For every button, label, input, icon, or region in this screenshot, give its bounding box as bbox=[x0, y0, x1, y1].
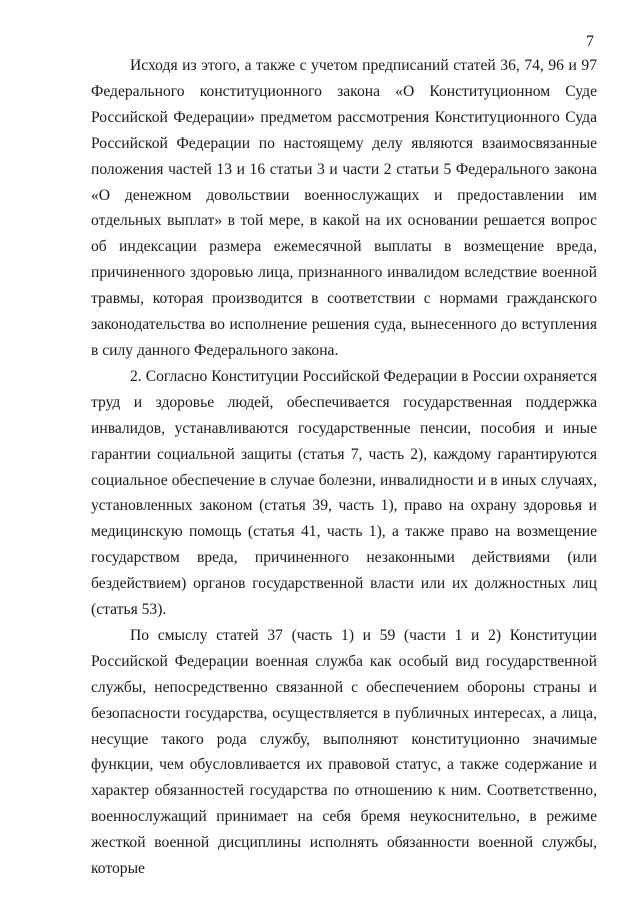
page-number: 7 bbox=[586, 33, 594, 50]
paragraph-military-service: По смыслу статей 37 (часть 1) и 59 (части 1 и 2) Конституции Российской Федерации военная служба как особый вид государственной службы, непосредственно связанной с обеспечением обороны страны и безопасности государства, осуществляется в публичных интересах, а лица, несущие такого рода службу, выполняют конституционно значимые функции, чем обусловливается их правовой статус, а также содержание и характер обязанностей государства по отношению к ним. Соответственно, военнослужащий принимает на себя бремя неукоснительно, в режиме жесткой военной дисциплины исполнять обязанности военной службы, которые bbox=[91, 626, 597, 878]
document-body bbox=[91, 53, 597, 882]
paragraph-subject-of-review: Исходя из этого, а также с учетом предписаний статей 36, 74, 96 и 97 Федерального конституционного закона «О Конституционном Суде Российской Федерации» предметом рассмотрения Конституционного Суда Российской Федерации по настоящему делу являются взаимосвязанные положения частей 13 и 16 статьи 3 и части 2 статьи 5 Федерального закона «О денежном довольствии военнослужащих и предоставлении им отдельных выплат» в той мере, в какой на их основании решается вопрос об индексации размера ежемесячной выплаты в возмещение вреда, причиненного здоровью лица, признанного инвалидом вследствие военной травмы, которая производится в соответствии с нормами гражданского законодательства во исполнение решения суда, вынесенного до вступления в силу данного Федерального закона. bbox=[91, 57, 597, 359]
paragraph-constitutional-guarantees: 2. Согласно Конституции Российской Федерации в России охраняется труд и здоровье людей, обеспечивается государственная поддержка инвалидов, устанавливаются государственные пенсии, пособия и иные гарантии социальной защиты (статья 7, часть 2), каждому гарантируются социальное обеспечение в случае болезни, инвалидности и в иных случаях, установленных законом (статья 39, часть 1), право на охрану здоровья и медицинскую помощь (статья 41, часть 1), а также право на возмещение государством вреда, причиненного незаконными действиями (или бездействием) органов государственной власти или их должностных лиц (статья 53). bbox=[91, 367, 597, 619]
